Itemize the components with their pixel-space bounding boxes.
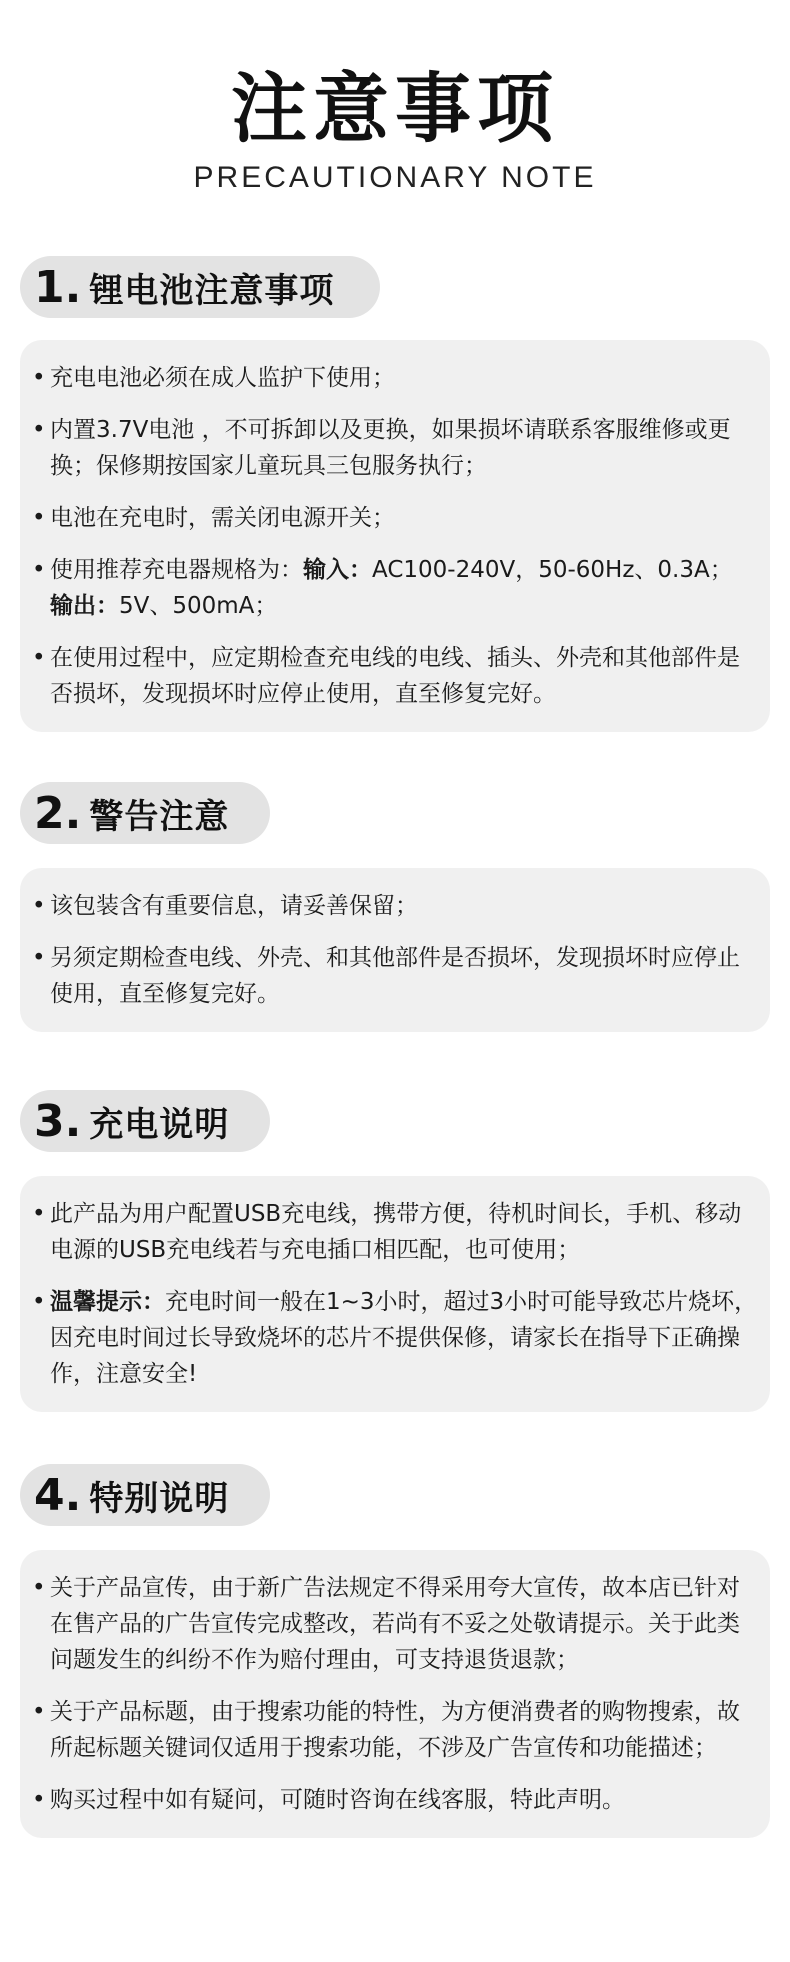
item-text: 关于产品标题，由于搜索功能的特性，为方便消费者的购物搜索，故所起标题关键词仅适用于搜索功能，不涉及广告宣传和功能描述； [50,1699,740,1761]
bullet: • [32,1699,46,1725]
item-text: 购买过程中如有疑问，可随时咨询在线客服，特此声明。 [50,1787,625,1813]
list-item [32,500,758,536]
item-text: 内置3.7V电池 ，不可拆卸以及更换，如果损坏请联系客服维修或更换；保修期按国家儿童玩具三包服务执行； [50,417,731,479]
section-title: 充电说明 [89,1104,230,1145]
input-label: 输入： [303,557,372,583]
list-item [32,1196,758,1268]
bullet: • [32,1289,46,1315]
section-title: 锂电池注意事项 [89,270,335,311]
list-item [32,888,758,924]
section-3-card [20,1176,770,1412]
section-2-heading [20,782,270,844]
page-header [0,64,790,196]
section-4-card [20,1550,770,1838]
item-text: 在使用过程中，应定期检查充电线的电线、插头、外壳和其他部件是否损坏，发现损坏时应停止使用，直至修复完好。 [50,645,740,707]
bullet: • [32,417,46,443]
list-item [32,412,758,484]
list-item [32,1570,758,1678]
page-subtitle: PRECAUTIONARY NOTE [193,161,597,194]
list-item [32,360,758,396]
section-number: 4. [34,1469,82,1521]
bullet: • [32,645,46,671]
bullet: • [32,945,46,971]
bullet: • [32,365,46,391]
bullet: • [32,1575,46,1601]
section-number: 3. [34,1095,82,1147]
output-label: 输出： [50,593,119,619]
bullet: • [32,505,46,531]
list-item [32,1284,758,1392]
section-title: 特别说明 [89,1478,230,1519]
item-text: 关于产品宣传，由于新广告法规定不得采用夸大宣传，故本店已针对在售产品的广告宣传完成整改，若尚有不妥之处敬请提示。关于此类问题发生的纠纷不作为赔付理由，可支持退货退款； [50,1575,740,1673]
item-text: 此产品为用户配置USB充电线，携带方便，待机时间长，手机、移动电源的USB充电线若与充电插口相匹配，也可使用； [50,1201,742,1263]
item-text: 该包装含有重要信息，请妥善保留； [50,893,418,919]
bullet: • [32,1201,46,1227]
section-3-heading [20,1090,270,1152]
item-text: 电池在充电时，需关闭电源开关； [50,505,395,531]
list-item [32,940,758,1012]
section-4-heading [20,1464,270,1526]
output-spec: 5V、500mA； [119,593,278,619]
item-text: 充电时间一般在1~3小时，超过3小时可能导致芯片烧坏，因充电时间过长导致烧坏的芯片不提供保修，请家长在指导下正确操作，注意安全! [50,1289,758,1387]
item-text: 另须定期检查电线、外壳、和其他部件是否损坏，发现损坏时应停止使用，直至修复完好。 [50,945,740,1007]
section-1-card [20,340,770,732]
page-title: 注意事项 [231,64,559,153]
input-spec: AC100-240V，50-60Hz、0.3A； [372,557,733,583]
list-item [32,640,758,712]
list-item [32,1694,758,1766]
item-text: 使用推荐充电器规格为： [50,557,303,583]
tip-label: 温馨提示： [50,1289,165,1315]
bullet: • [32,1787,46,1813]
item-text: 充电电池必须在成人监护下使用； [50,365,395,391]
section-2-card [20,868,770,1032]
section-number: 2. [34,787,82,839]
section-number: 1. [34,261,82,313]
list-item [32,552,758,624]
list-item [32,1782,758,1818]
bullet: • [32,893,46,919]
section-title: 警告注意 [89,796,230,837]
bullet: • [32,557,46,583]
section-1-heading [20,256,380,318]
